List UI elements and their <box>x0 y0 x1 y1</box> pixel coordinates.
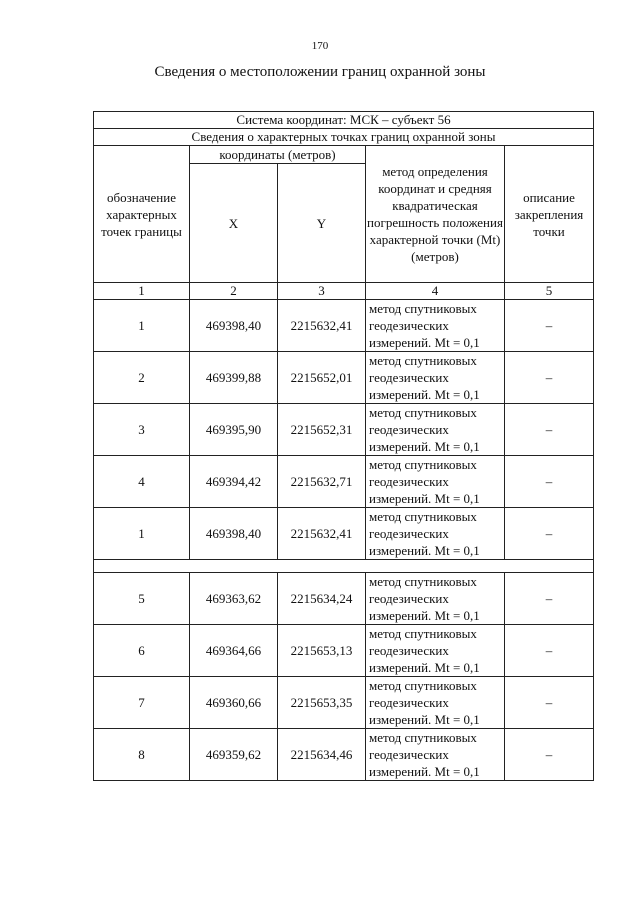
point-designation: 4 <box>94 456 190 508</box>
y-coordinate: 2215632,71 <box>278 456 366 508</box>
col-header-coordinates: координаты (метров) <box>190 146 366 164</box>
y-coordinate: 2215652,01 <box>278 352 366 404</box>
method-text-line: измерений. Mt = 0,1 <box>369 660 480 675</box>
group-separator-row <box>94 560 594 573</box>
method-text-line: измерений. Mt = 0,1 <box>369 608 480 623</box>
table-row <box>94 625 594 677</box>
y-coordinate: 2215634,46 <box>278 729 366 781</box>
table-row <box>94 352 594 404</box>
col-number: 3 <box>278 283 366 300</box>
method-cell <box>366 573 505 625</box>
description-dash: – <box>505 404 594 456</box>
description-dash: – <box>505 625 594 677</box>
method-text-line: метод спутниковых <box>369 301 477 316</box>
point-designation: 7 <box>94 677 190 729</box>
point-designation: 3 <box>94 404 190 456</box>
method-text-line: измерений. Mt = 0,1 <box>369 543 480 558</box>
x-coordinate: 469359,62 <box>190 729 278 781</box>
method-cell <box>366 729 505 781</box>
method-text-line: метод спутниковых <box>369 730 477 745</box>
coordinates-table <box>93 111 594 781</box>
col-number: 1 <box>94 283 190 300</box>
x-coordinate: 469395,90 <box>190 404 278 456</box>
method-text-line: геодезических <box>369 526 449 541</box>
description-dash: – <box>505 677 594 729</box>
table-row <box>94 508 594 560</box>
method-text-line: геодезических <box>369 591 449 606</box>
point-designation: 6 <box>94 625 190 677</box>
table-row <box>94 300 594 352</box>
point-designation: 5 <box>94 573 190 625</box>
description-dash: – <box>505 300 594 352</box>
method-text-line: геодезических <box>369 474 449 489</box>
col-number: 2 <box>190 283 278 300</box>
description-dash: – <box>505 508 594 560</box>
col-number: 4 <box>366 283 505 300</box>
method-cell <box>366 456 505 508</box>
section-header: Сведения о характерных точках границ охранной зоны <box>94 129 594 146</box>
col-header-x: X <box>190 164 278 283</box>
method-text-line: измерений. Mt = 0,1 <box>369 764 480 779</box>
point-designation: 2 <box>94 352 190 404</box>
y-coordinate: 2215653,13 <box>278 625 366 677</box>
method-cell <box>366 352 505 404</box>
table-row <box>94 729 594 781</box>
method-text-line: измерений. Mt = 0,1 <box>369 387 480 402</box>
description-dash: – <box>505 456 594 508</box>
table-row <box>94 677 594 729</box>
x-coordinate: 469398,40 <box>190 300 278 352</box>
method-text-line: метод спутниковых <box>369 678 477 693</box>
description-dash: – <box>505 573 594 625</box>
x-coordinate: 469364,66 <box>190 625 278 677</box>
x-coordinate: 469363,62 <box>190 573 278 625</box>
method-text-line: измерений. Mt = 0,1 <box>369 335 480 350</box>
method-text-line: измерений. Mt = 0,1 <box>369 439 480 454</box>
method-text-line: метод спутниковых <box>369 457 477 472</box>
method-text-line: геодезических <box>369 747 449 762</box>
table-row <box>94 456 594 508</box>
x-coordinate: 469360,66 <box>190 677 278 729</box>
method-text-line: метод спутниковых <box>369 353 477 368</box>
table-row <box>94 573 594 625</box>
method-cell <box>366 300 505 352</box>
method-text-line: измерений. Mt = 0,1 <box>369 712 480 727</box>
method-text-line: геодезических <box>369 643 449 658</box>
y-coordinate: 2215634,24 <box>278 573 366 625</box>
x-coordinate: 469394,42 <box>190 456 278 508</box>
description-dash: – <box>505 352 594 404</box>
method-cell <box>366 625 505 677</box>
point-designation: 1 <box>94 508 190 560</box>
method-text-line: геодезических <box>369 695 449 710</box>
method-text-line: геодезических <box>369 370 449 385</box>
col-header-designation: обозначение характерных точек границы <box>94 146 190 283</box>
method-text-line: измерений. Mt = 0,1 <box>369 491 480 506</box>
method-text-line: метод спутниковых <box>369 626 477 641</box>
method-cell <box>366 508 505 560</box>
method-text-line: геодезических <box>369 318 449 333</box>
x-coordinate: 469399,88 <box>190 352 278 404</box>
col-header-description: описание закрепления точки <box>505 146 594 283</box>
method-text-line: метод спутниковых <box>369 405 477 420</box>
group-separator-cell <box>94 560 594 573</box>
method-text-line: метод спутниковых <box>369 574 477 589</box>
point-designation: 1 <box>94 300 190 352</box>
y-coordinate: 2215632,41 <box>278 300 366 352</box>
y-coordinate: 2215632,41 <box>278 508 366 560</box>
col-header-method: метод определения координат и средняя квадратическая погрешность положения характерной точки (Mt) (метров) <box>366 146 505 283</box>
page-number: 170 <box>311 40 329 52</box>
y-coordinate: 2215652,31 <box>278 404 366 456</box>
method-cell <box>366 404 505 456</box>
description-dash: – <box>505 729 594 781</box>
method-text-line: геодезических <box>369 422 449 437</box>
x-coordinate: 469398,40 <box>190 508 278 560</box>
coordinate-system-header: Система координат: МСК – субъект 56 <box>94 112 594 129</box>
method-cell <box>366 677 505 729</box>
table-row <box>94 404 594 456</box>
col-header-y: Y <box>278 164 366 283</box>
point-designation: 8 <box>94 729 190 781</box>
y-coordinate: 2215653,35 <box>278 677 366 729</box>
col-number: 5 <box>505 283 594 300</box>
document-title: Сведения о местоположении границ охранной зоны <box>154 64 486 80</box>
method-text-line: метод спутниковых <box>369 509 477 524</box>
